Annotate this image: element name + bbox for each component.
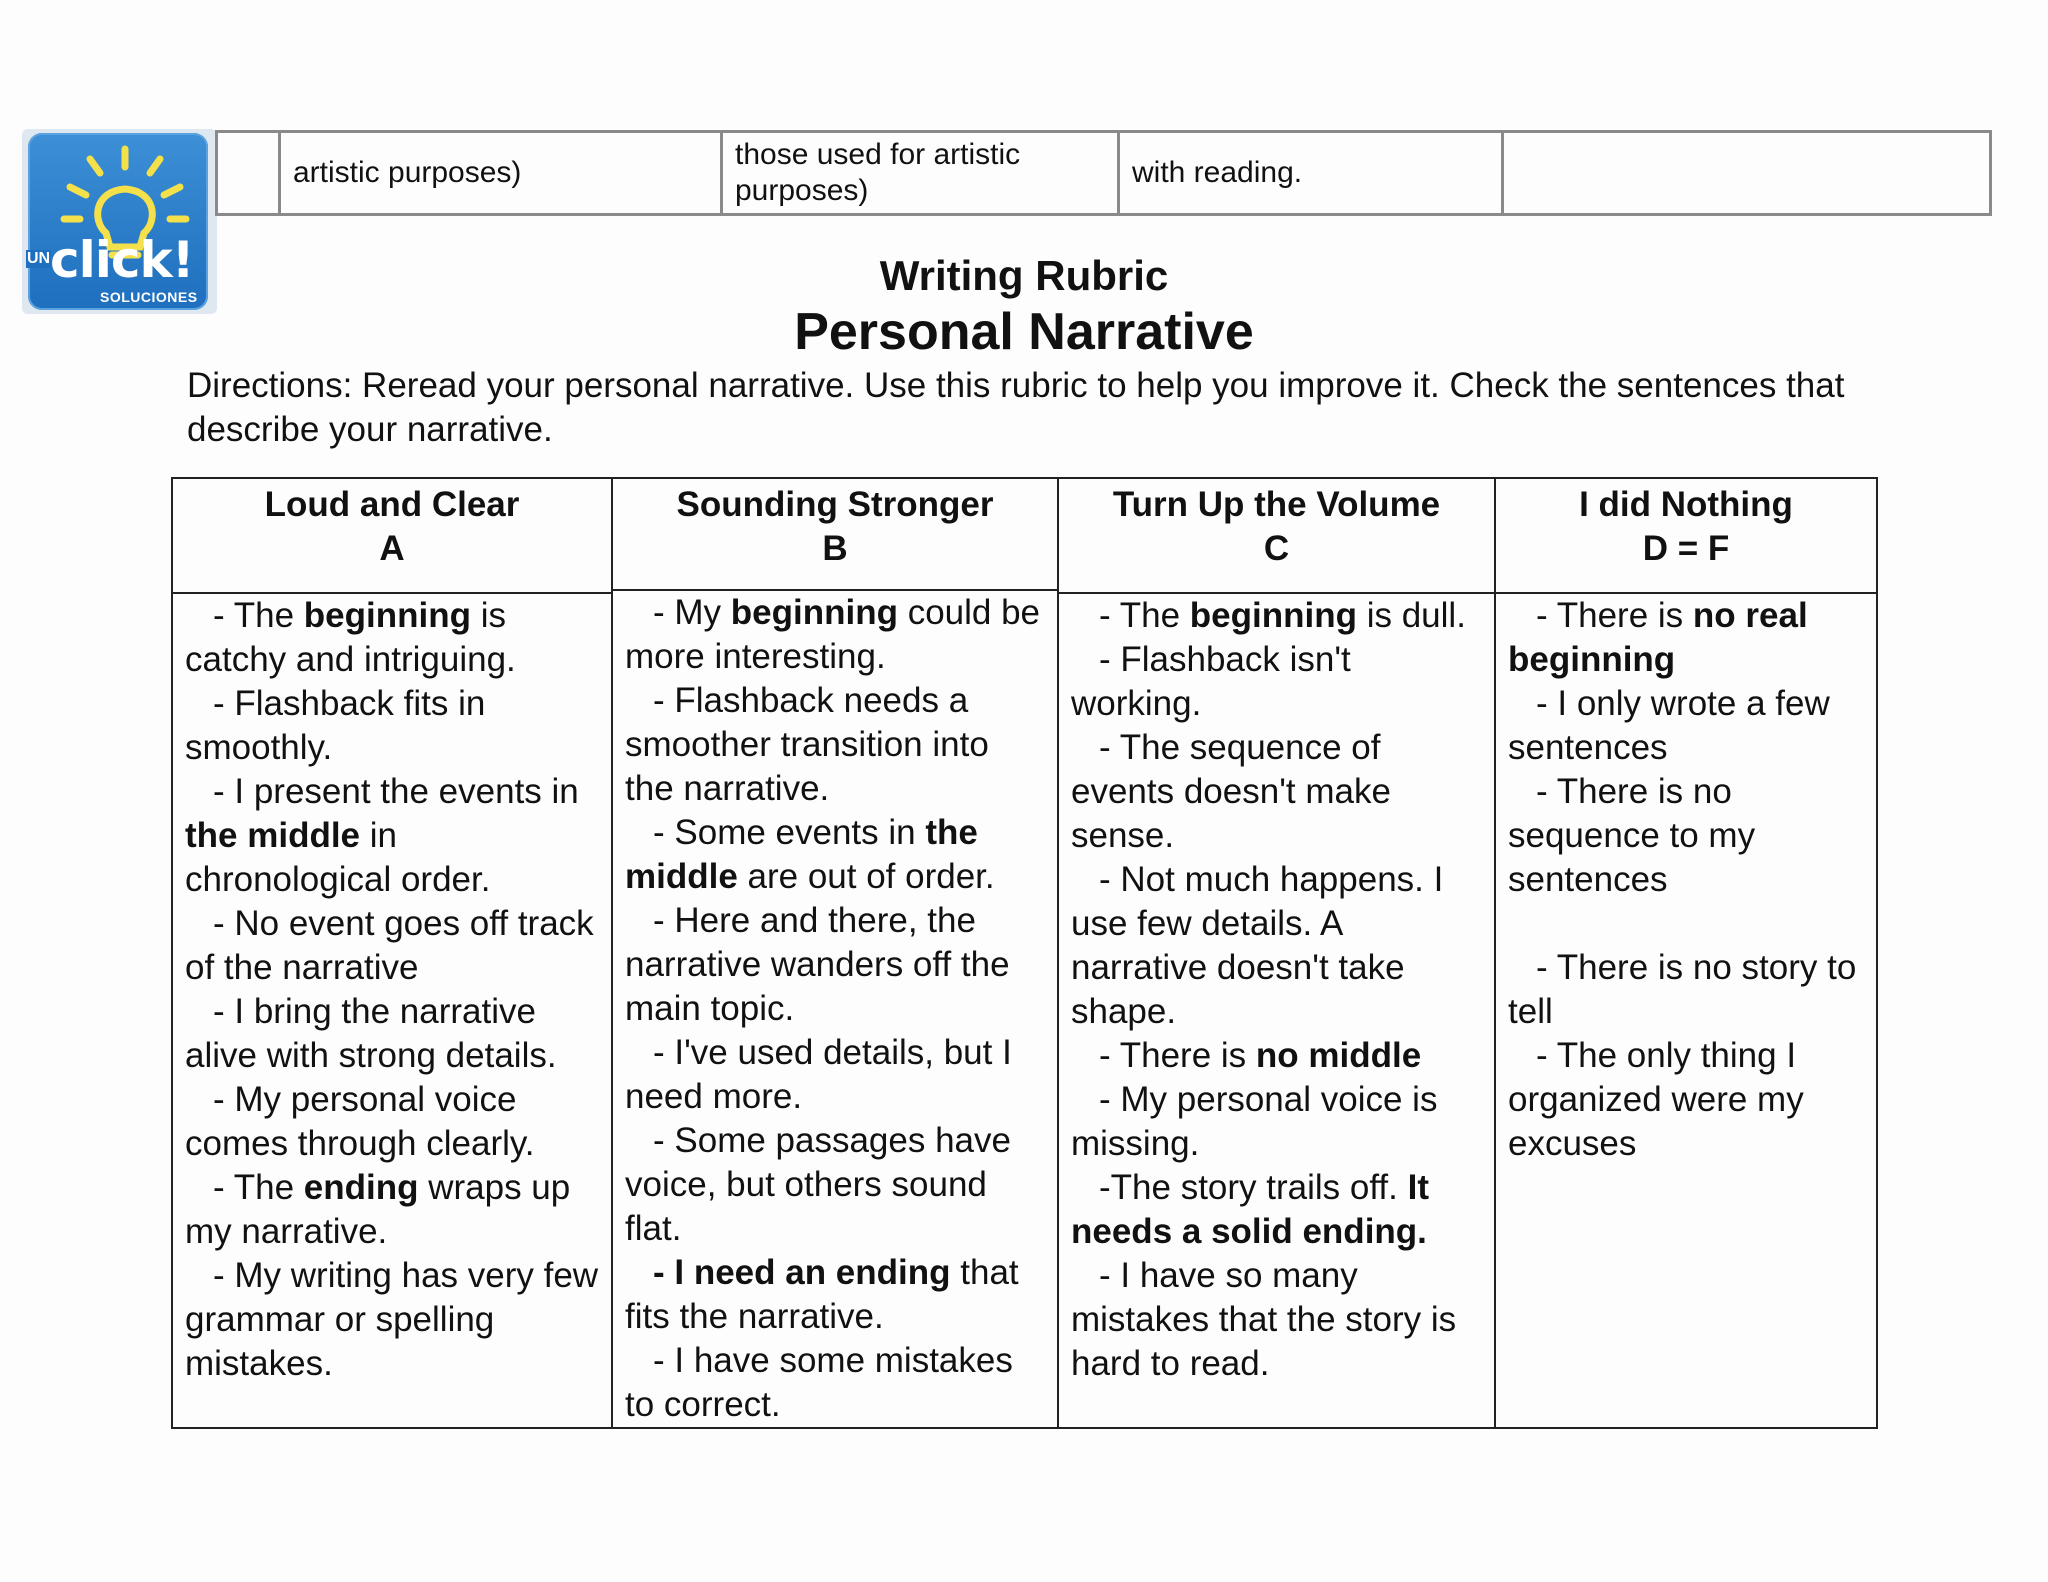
rubric-table (171, 477, 1878, 1429)
rubric-criterion: - I have some mistakes to correct. (625, 1341, 1013, 1424)
column-body (173, 594, 611, 1386)
rubric-criterion: -The story trails off. It needs a solid ending. (1071, 1168, 1429, 1251)
rubric-column-b (613, 479, 1059, 1427)
rubric-criterion: - I've used details, but I need more. (625, 1033, 1012, 1116)
rubric-criterion: - No event goes off track of the narrative (185, 904, 594, 987)
page-title: Writing Rubric (879, 252, 1169, 299)
fragment-cell (1504, 133, 1989, 213)
previous-table-fragment (215, 130, 1992, 216)
column-header (1059, 479, 1494, 594)
fragment-cell (218, 133, 281, 213)
column-heading: Sounding Stronger (676, 485, 994, 524)
column-grade: B (822, 529, 848, 568)
rubric-criterion: - Flashback isn't working. (1071, 640, 1351, 723)
rubric-criterion: - There is no story to tell (1508, 948, 1857, 1031)
rubric-criterion: - Here and there, the narrative wanders off the main topic. (625, 901, 1010, 1028)
rubric-column-a (173, 479, 613, 1427)
column-header (1496, 479, 1876, 594)
rubric-column-d (1496, 479, 1876, 1427)
column-grade: D = F (1642, 529, 1730, 568)
rubric-criterion: - There is no real beginning (1508, 596, 1808, 679)
column-body (1496, 594, 1876, 1166)
fragment-cell: those used for artistic purposes) (723, 133, 1120, 213)
column-heading: Turn Up the Volume (1112, 485, 1441, 524)
column-grade: A (379, 529, 405, 568)
fragment-cell: with reading. (1120, 133, 1504, 213)
rubric-criterion: - I have so many mistakes that the story is hard to read. (1071, 1256, 1457, 1383)
column-header (173, 479, 611, 594)
rubric-criterion: - My personal voice is missing. (1071, 1080, 1438, 1163)
rubric-criterion: - I bring the narrative alive with strong details. (185, 992, 557, 1075)
rubric-criterion: - The only thing I organized were my excuses (1508, 1036, 1804, 1163)
rubric-criterion: - There is no sequence to my sentences (1508, 772, 1756, 899)
rubric-criterion: - My personal voice comes through clearly. (185, 1080, 535, 1163)
column-grade: C (1263, 529, 1290, 568)
rubric-column-c (1059, 479, 1496, 1427)
rubric-criterion: - The ending wraps up my narrative. (185, 1168, 571, 1251)
column-body (613, 591, 1057, 1427)
rubric-criterion (1508, 902, 1864, 946)
rubric-criterion: - The beginning is dull. (1099, 596, 1466, 635)
page-subtitle: Personal Narrative (794, 303, 1254, 361)
column-header (613, 479, 1057, 591)
rubric-criterion: - The sequence of events doesn't make sense. (1071, 728, 1391, 855)
column-heading: I did Nothing (1579, 485, 1793, 524)
logo-subtitle: SOLUCIONES (100, 289, 198, 305)
logo-prefix: UN (27, 250, 51, 267)
rubric-criterion: - My beginning could be more interesting. (625, 593, 1041, 676)
directions-text: Directions: Reread your personal narrative. Use this rubric to help you improve it. Check the sentences that describe your narrative. (187, 366, 1845, 449)
rubric-criterion: - Some events in the middle are out of order. (625, 813, 995, 896)
rubric-criterion: - My writing has very few grammar or spelling mistakes. (185, 1256, 599, 1383)
rubric-criterion: - I present the events in the middle in chronological order. (185, 772, 579, 899)
rubric-criterion: - There is no middle (1099, 1036, 1422, 1075)
rubric-criterion: - Not much happens. I use few details. A narrative doesn't take shape. (1071, 860, 1444, 1031)
rubric-criterion: - The beginning is catchy and intriguing. (185, 596, 516, 679)
fragment-cell: artistic purposes) (281, 133, 723, 213)
rubric-criterion: - Some passages have voice, but others sound flat. (625, 1121, 1011, 1248)
column-heading: Loud and Clear (264, 485, 520, 524)
rubric-criterion: - Flashback needs a smoother transition into the narrative. (625, 681, 989, 808)
rubric-criterion: - I need an ending that fits the narrative. (625, 1253, 1019, 1336)
logo-wordmark: click! (50, 231, 194, 289)
rubric-criterion: - Flashback fits in smoothly. (185, 684, 486, 767)
column-body (1059, 594, 1494, 1386)
rubric-criterion: - I only wrote a few sentences (1508, 684, 1830, 767)
